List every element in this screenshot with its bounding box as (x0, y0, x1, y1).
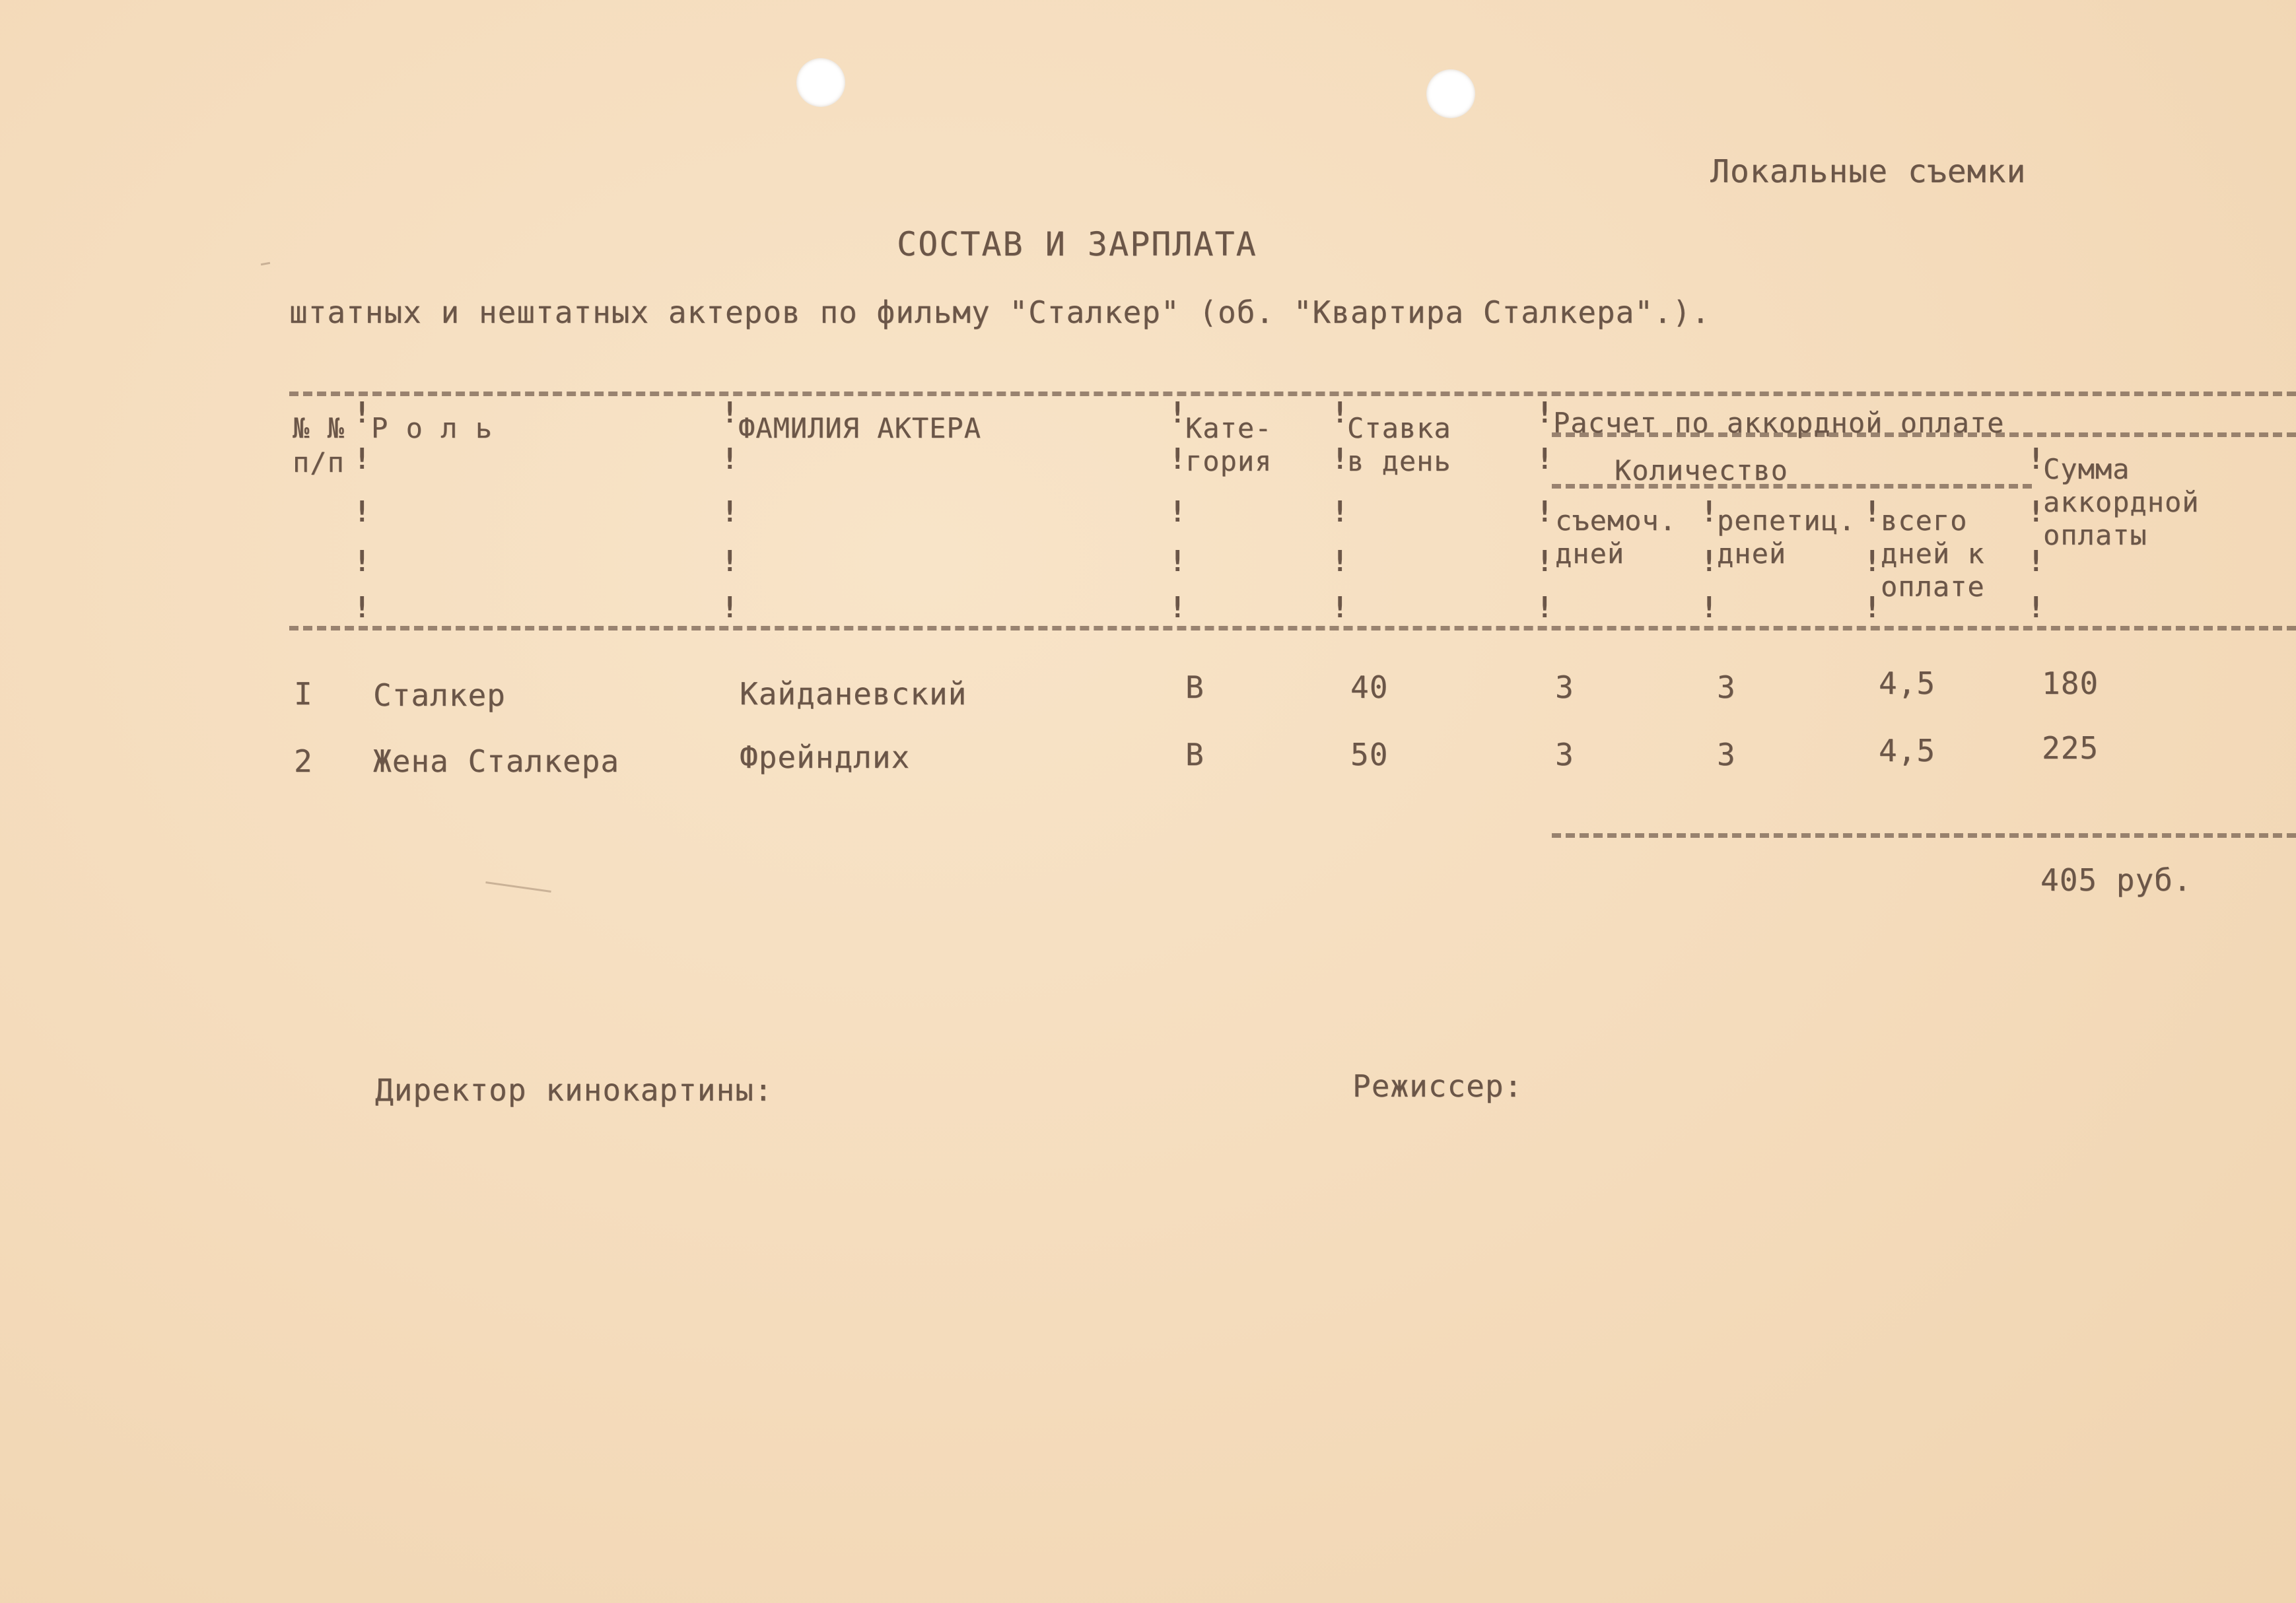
row-shoot-days: 3 (1555, 737, 1574, 772)
row-category: В (1185, 669, 1204, 705)
paper-mark (485, 881, 551, 893)
col-sum-header-3: оплаты (2043, 519, 2147, 551)
table-top-rule (289, 392, 2296, 396)
col-calc-group-header: Расчет по аккордной оплате (1553, 407, 2005, 439)
total-rule (1552, 833, 2296, 838)
table-header-bottom-rule (289, 626, 2296, 631)
col-rehearsal-days-header-2: дней (1717, 537, 1787, 570)
col-rate-header-1: Ставка (1347, 412, 1451, 444)
row-shoot-days: 3 (1555, 669, 1574, 705)
director-signature-label: Директор кинокартины: (375, 1072, 773, 1108)
punch-hole-left (796, 58, 845, 107)
row-num: I (294, 676, 313, 712)
document-title: СОСТАВ И ЗАРПЛАТА (897, 225, 1257, 263)
col-rehearsal-days-header-1: репетиц. (1717, 504, 1856, 537)
document-subtitle: штатных и нештатных актеров по фильму "Сталкер" (об. "Квартира Сталкера".). (289, 294, 1711, 330)
paper-mark (261, 262, 270, 265)
location-stamp: Локальные съемки (1710, 153, 2027, 190)
col-sum-header-2: аккордной (2043, 486, 2200, 518)
row-sum: 180 (2042, 665, 2099, 701)
col-sum-header-1: Сумма (2043, 453, 2130, 485)
row-role: Сталкер (373, 677, 506, 713)
col-actor-header: ФАМИЛИЯ АКТЕРА (738, 412, 982, 444)
row-rehearsal-days: 3 (1717, 737, 1736, 772)
col-role-header: Р о л ь (371, 412, 493, 444)
row-category: В (1185, 737, 1204, 772)
row-rehearsal-days: 3 (1717, 669, 1736, 705)
punch-hole-right (1426, 69, 1475, 118)
filmmaker-signature-label: Режиссер: (1352, 1068, 1523, 1104)
row-rate: 40 (1350, 669, 1389, 705)
row-actor: Кайданевский (740, 676, 967, 712)
col-shoot-days-header-2: дней (1555, 537, 1625, 570)
col-total-days-header-1: всего (1881, 504, 1968, 537)
row-actor: Фрейндлих (740, 739, 911, 775)
row-num: 2 (294, 743, 313, 779)
total-sum: 405 руб. (2040, 862, 2192, 898)
row-total-days: 4,5 (1879, 733, 1936, 768)
col-total-days-header-3: оплате (1881, 570, 1985, 603)
col-num-header-1: № № (293, 412, 345, 444)
col-quantity-group-header: Количество (1615, 454, 1788, 487)
row-total-days: 4,5 (1879, 665, 1936, 701)
col-category-header-2: гория (1185, 445, 1272, 477)
col-total-days-header-2: дней к (1881, 537, 1985, 570)
row-rate: 50 (1350, 737, 1389, 772)
row-role: Жена Сталкера (373, 743, 620, 779)
col-num-header-2: п/п (293, 446, 345, 479)
col-shoot-days-header-1: съемоч. (1555, 504, 1677, 537)
row-sum: 225 (2042, 730, 2099, 766)
col-category-header-1: Кате- (1185, 412, 1272, 444)
document-page: Локальные съемки СОСТАВ И ЗАРПЛАТА штатных и нештатных актеров по фильму "Сталкер" (об. "Квартира Сталкера".). ! ! ! ! ! ! ! ! ! ! ! ! ! ! ! ! ! ! ! ! ! ! ! ! ! ! ! ! ! ! ! ! ! ! ! № № п/п Р о л ь ФАМИЛИЯ АКТЕРА Кате- гория Ставка в день Расчет по аккордной оплате Количество съемоч. дней репетиц. дней всего дней к оплате Сумма аккордной оплаты I Сталкер Кайданевский В 40 3 3 4,5 180 2 Жена Сталкера Фрейндлих В 50 3 3 4,5 225 405 руб. Директор кинокартины: Режиссер: (0, 0, 2296, 1603)
col-rate-header-2: в день (1347, 445, 1451, 477)
